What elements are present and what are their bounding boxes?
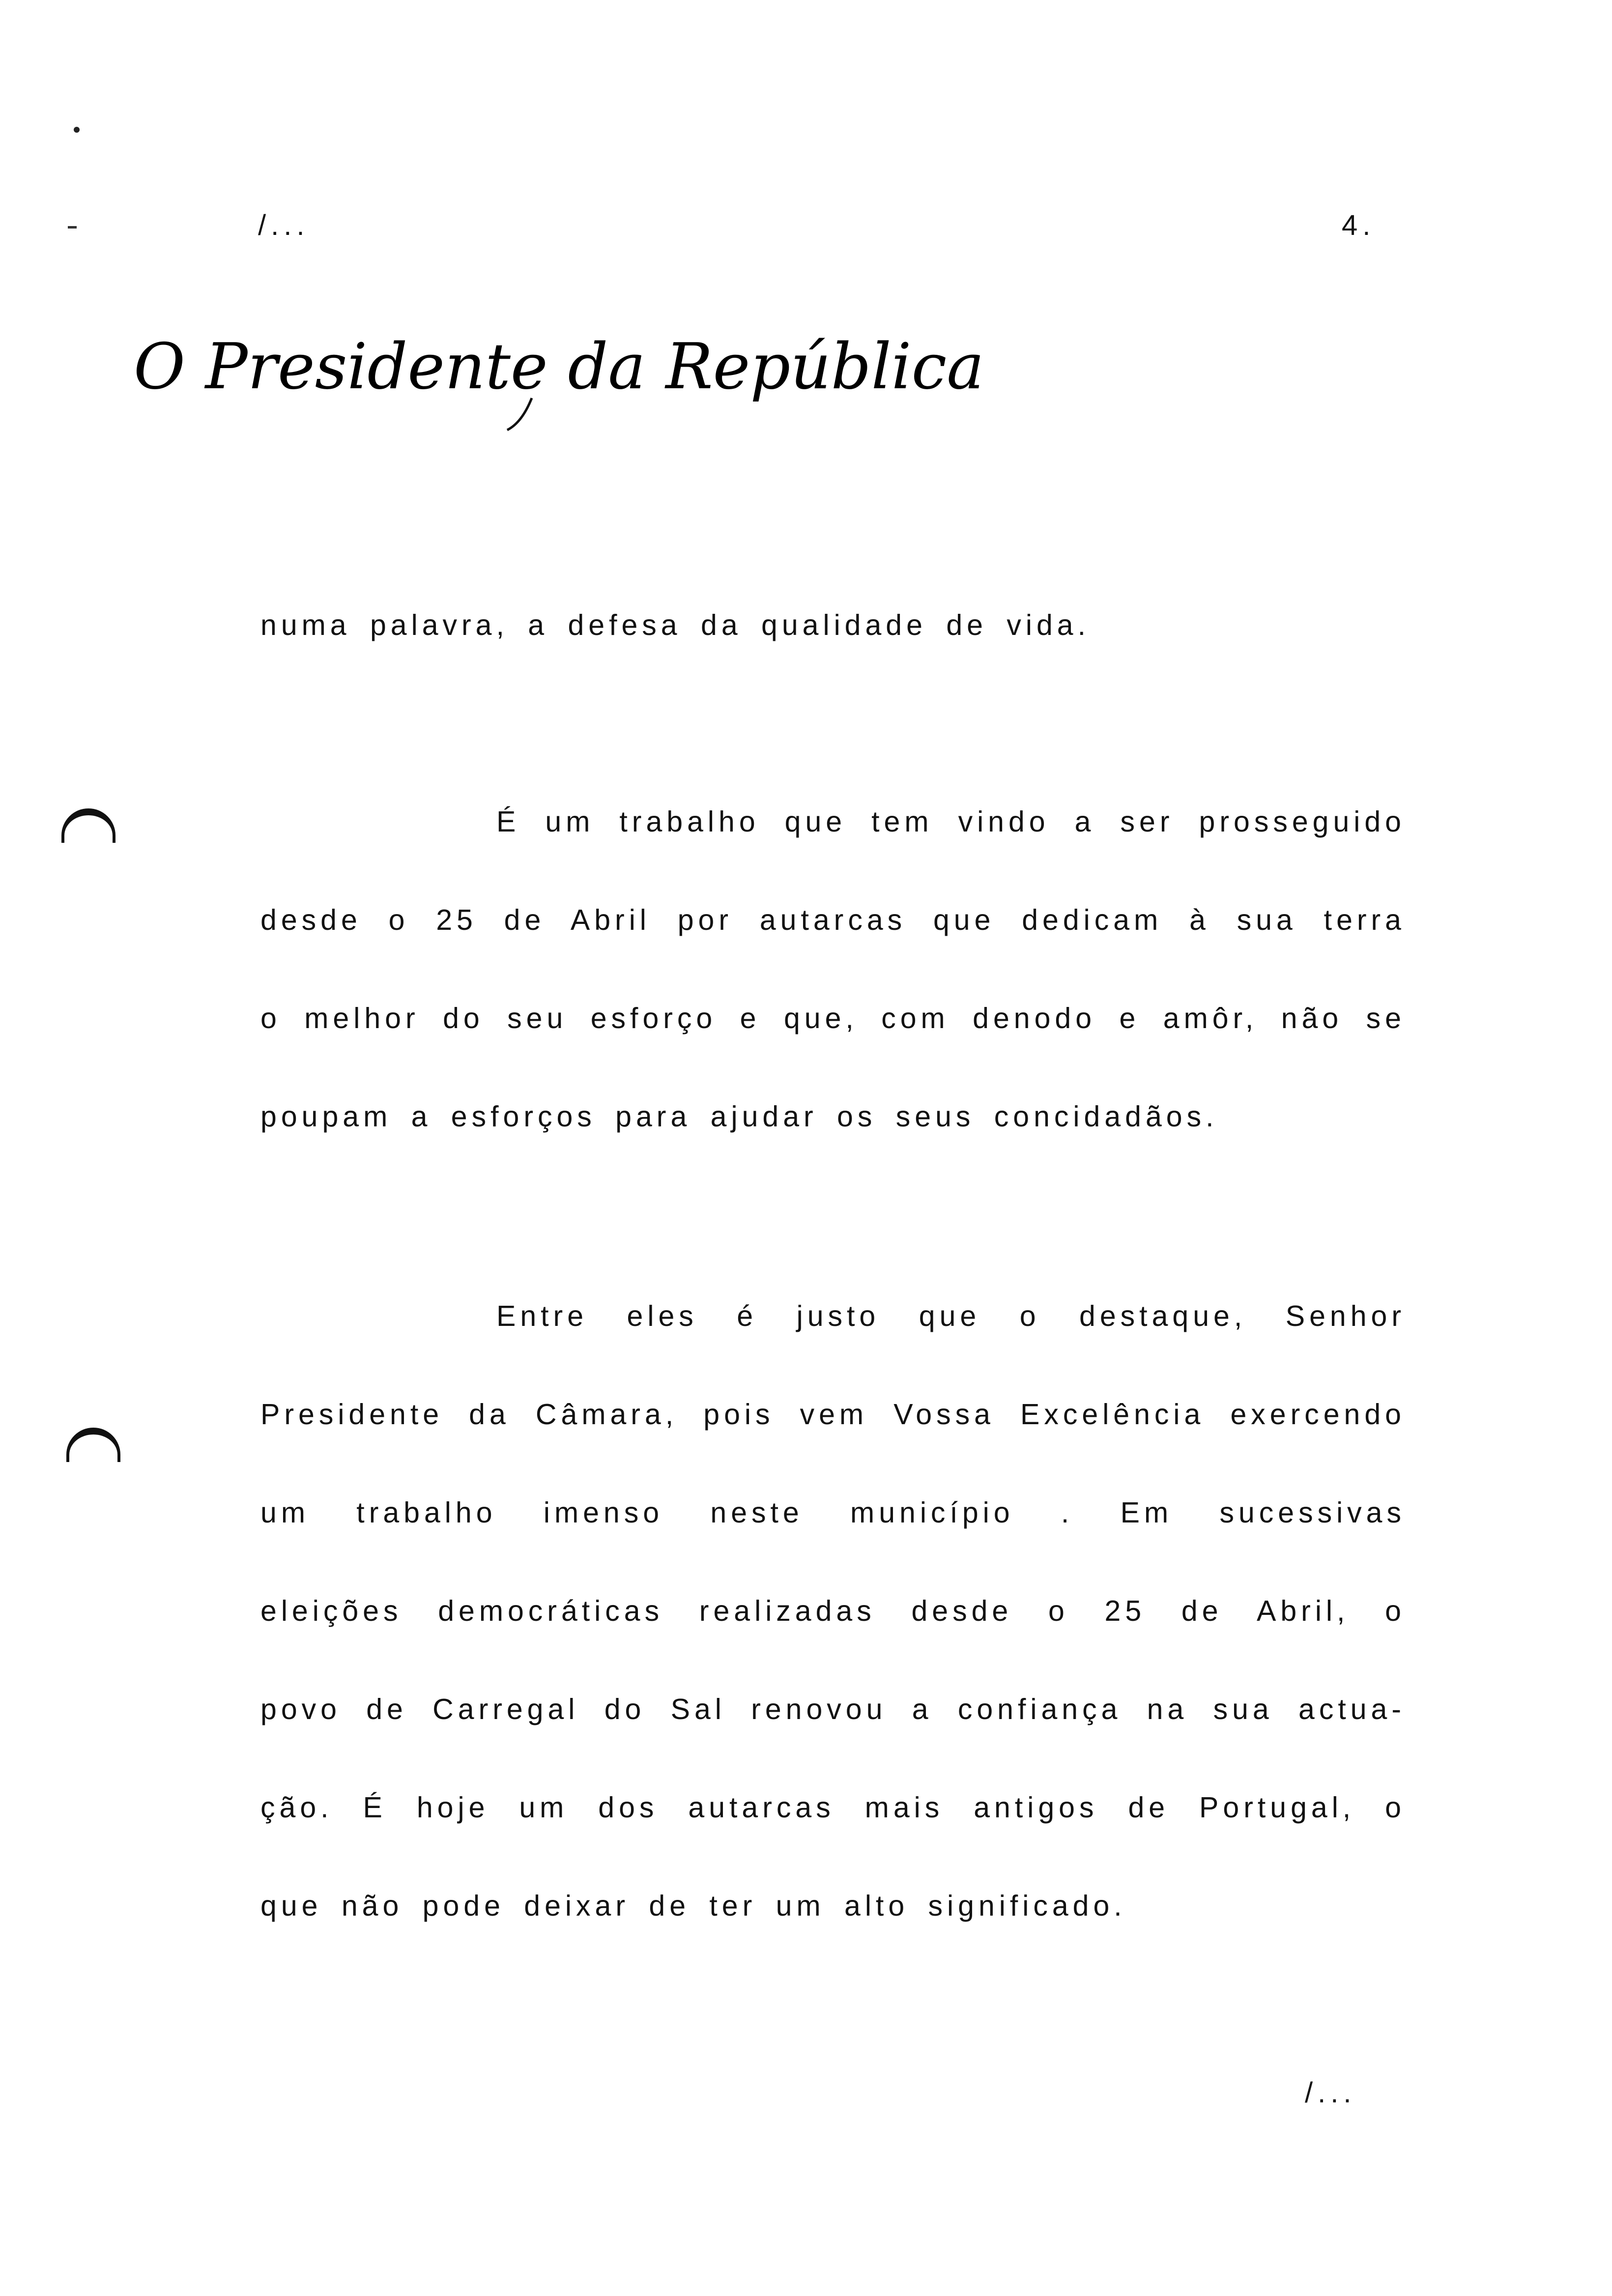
paragraph-1-line-1: numa palavra, a defesa da qualidade de vida. (260, 609, 1090, 641)
paragraph-3-line-5: povo de Carregal do Sal renovou a confiança na sua actua- (260, 1693, 1406, 1725)
paragraph-2-line-3: o melhor do seu esforço e que, com denodo e amôr, não se (260, 1002, 1406, 1034)
margin-dot (74, 127, 80, 133)
page-number: 4. (1342, 209, 1376, 241)
paragraph-2 (260, 773, 1406, 1166)
continuation-marker-bottom: /... (1305, 2077, 1356, 2109)
paragraph-3-line-4: eleições democráticas realizadas desde o 25 de Abril, o (260, 1595, 1406, 1627)
letterhead-logo (129, 315, 984, 432)
paragraph-3-line-1: Entre eles é justo que o destaque, Senhor (496, 1300, 1406, 1332)
paragraph-2-line-2: desde o 25 de Abril por autarcas que dedicam à sua terra (260, 904, 1406, 936)
paragraph-3-line-3: um trabalho imenso neste município . Em sucessivas (260, 1496, 1406, 1529)
margin-dash (68, 226, 77, 229)
paragraph-2-line-4: poupam a esforços para ajudar os seus concidadãos. (260, 1100, 1218, 1133)
paragraph-3-line-2: Presidente da Câmara, pois vem Vossa Excelência exercendo (260, 1398, 1406, 1431)
continuation-marker-top: /... (258, 209, 310, 241)
paragraph-3-line-7: que não pode deixar de ter um alto significado. (260, 1890, 1126, 1922)
letterhead-text: O Presidente da República (134, 330, 984, 403)
paragraph-2-line-1: É um trabalho que tem vindo a ser prosseguido (496, 805, 1406, 838)
punch-hole-mark-bottom (66, 1428, 120, 1462)
paragraph-3-line-6: ção. É hoje um dos autarcas mais antigos de Portugal, o (260, 1791, 1406, 1824)
paragraph-1 (260, 576, 1406, 674)
punch-hole-mark-top (61, 808, 115, 843)
paragraph-3 (260, 1267, 1406, 1955)
